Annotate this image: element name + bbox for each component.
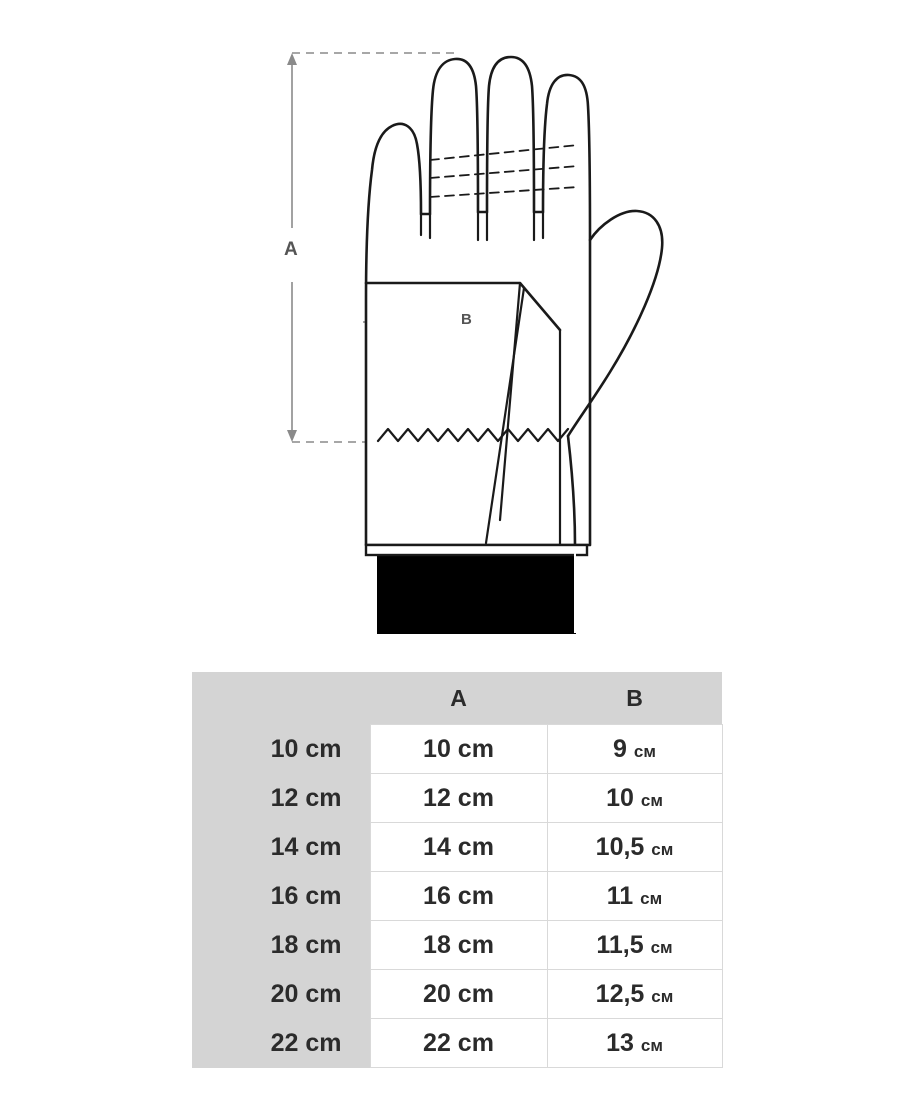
row-value-b-unit: см <box>640 888 663 908</box>
row-size-label: 16 cm <box>192 872 370 921</box>
row-size-label: 10 cm <box>192 725 370 774</box>
row-value-b-number: 9 <box>613 734 627 763</box>
size-table-header <box>192 672 722 725</box>
row-size-label: 18 cm <box>192 921 370 970</box>
table-row <box>192 823 722 872</box>
table-header-b: B <box>547 672 722 725</box>
row-value-b <box>547 970 722 1019</box>
table-row <box>192 774 722 823</box>
row-size-label: 12 cm <box>192 774 370 823</box>
table-header-a: A <box>370 672 547 725</box>
row-value-b <box>547 872 722 921</box>
row-value-b-unit: см <box>651 839 674 859</box>
row-value-b <box>547 725 722 774</box>
row-value-b <box>547 823 722 872</box>
row-value-b-unit: см <box>640 790 663 810</box>
row-value-b-unit: см <box>640 1035 663 1055</box>
dimension-label-b: B <box>461 311 473 328</box>
table-row <box>192 872 722 921</box>
row-value-b-unit: см <box>633 741 656 761</box>
row-value-a: 10 cm <box>370 725 547 774</box>
row-size-label: 22 cm <box>192 1019 370 1068</box>
row-value-a: 14 cm <box>370 823 547 872</box>
row-value-a: 22 cm <box>370 1019 547 1068</box>
table-row <box>192 970 722 1019</box>
row-size-label: 20 cm <box>192 970 370 1019</box>
dimension-label-a: A <box>284 239 299 260</box>
table-header-row <box>192 672 722 725</box>
row-size-label: 14 cm <box>192 823 370 872</box>
glove-body-path <box>366 57 590 545</box>
row-value-a: 18 cm <box>370 921 547 970</box>
table-header-blank <box>192 672 370 725</box>
row-value-b <box>547 921 722 970</box>
row-value-b-number: 11 <box>606 881 634 910</box>
row-value-b-unit: см <box>650 937 673 957</box>
row-value-b-number: 11,5 <box>596 930 644 959</box>
row-value-a: 20 cm <box>370 970 547 1019</box>
row-value-b-unit: см <box>651 986 674 1006</box>
row-value-b <box>547 1019 722 1068</box>
row-value-b <box>547 774 722 823</box>
table-row <box>192 921 722 970</box>
row-value-b-number: 12,5 <box>595 979 645 1008</box>
size-table <box>192 672 723 1068</box>
table-row <box>192 725 722 774</box>
row-value-a: 12 cm <box>370 774 547 823</box>
size-table-body <box>192 725 722 1068</box>
glove-cuff <box>366 545 587 633</box>
row-value-a: 16 cm <box>370 872 547 921</box>
table-row <box>192 1019 722 1068</box>
glove-outline <box>366 57 662 545</box>
row-value-b-number: 10,5 <box>595 832 645 861</box>
row-value-b-number: 13 <box>606 1028 634 1057</box>
row-value-b-number: 10 <box>606 783 634 812</box>
